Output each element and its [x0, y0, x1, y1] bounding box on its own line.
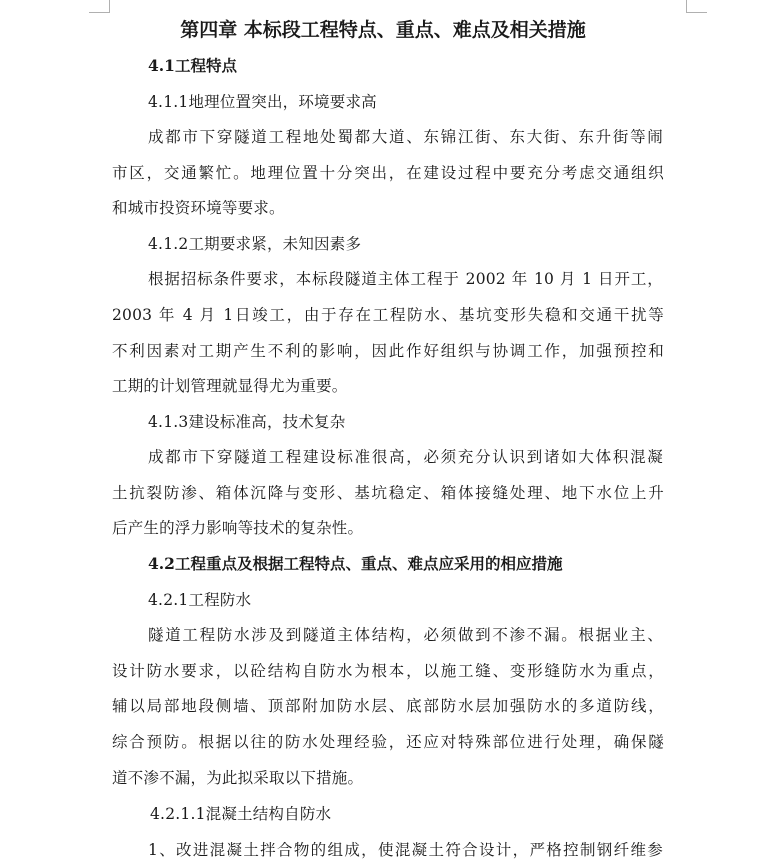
page-corner-mark-right	[686, 0, 707, 13]
paragraph-line: 土抗裂防渗、箱体沉降与变形、基坑稳定、箱体接缝处理、地下水位上升	[112, 484, 664, 502]
paragraph-line: 综合预防。根据以往的防水处理经验，还应对特殊部位进行处理，确保隧	[112, 733, 664, 751]
subsection-heading-4-1-1: 4.1.1地理位置突出，环境要求高	[148, 93, 377, 111]
paragraph-line: 1、改进混凝土拌合物的组成，使混凝土符合设计，严格控制钢纤维参	[148, 841, 663, 859]
paragraph-line: 道不渗不漏，为此拟采取以下措施。	[112, 769, 364, 787]
chapter-title: 第四章 本标段工程特点、重点、难点及相关措施	[180, 19, 586, 41]
paragraph-line: 不利因素对工期产生不利的影响，因此作好组织与协调工作，加强预控和	[112, 342, 664, 360]
section-heading-4-2: 4.2工程重点及根据工程特点、重点、难点应采用的相应措施	[148, 554, 563, 573]
paragraph-line: 成都市下穿隧道工程建设标准很高，必须充分认识到诸如大体积混凝	[148, 448, 663, 466]
paragraph-line: 成都市下穿隧道工程地处蜀都大道、东锦江街、东大街、东升街等闹	[148, 128, 663, 146]
page-corner-mark-left	[89, 0, 110, 13]
paragraph-line: 市区，交通繁忙。地理位置十分突出，在建设过程中要充分考虑交通组织	[112, 164, 664, 182]
section-heading-4-1: 4.1工程特点	[148, 56, 237, 75]
subsection-heading-4-2-1-1: 4.2.1.1混凝土结构自防水	[150, 805, 332, 823]
subsection-heading-4-2-1: 4.2.1工程防水	[148, 591, 252, 609]
paragraph-line: 2003 年 4 月 1日竣工，由于存在工程防水、基坑变形失稳和交通干扰等	[112, 306, 664, 324]
subsection-heading-4-1-3: 4.1.3建设标准高，技术复杂	[148, 413, 346, 431]
subsection-heading-4-1-2: 4.1.2工期要求紧，未知因素多	[148, 235, 362, 253]
paragraph-line: 设计防水要求，以砼结构自防水为根本，以施工缝、变形缝防水为重点，	[112, 662, 664, 680]
paragraph-line: 工期的计划管理就显得尤为重要。	[112, 377, 348, 395]
paragraph-line: 辅以局部地段侧墙、顶部附加防水层、底部防水层加强防水的多道防线，	[112, 697, 664, 715]
paragraph-line: 隧道工程防水涉及到隧道主体结构，必须做到不渗不漏。根据业主、	[148, 626, 663, 644]
paragraph-line: 根据招标条件要求，本标段隧道主体工程于 2002 年 10 月 1 日开工，	[148, 270, 663, 288]
paragraph-line: 后产生的浮力影响等技术的复杂性。	[112, 519, 364, 537]
paragraph-line: 和城市投资环境等要求。	[112, 199, 285, 217]
